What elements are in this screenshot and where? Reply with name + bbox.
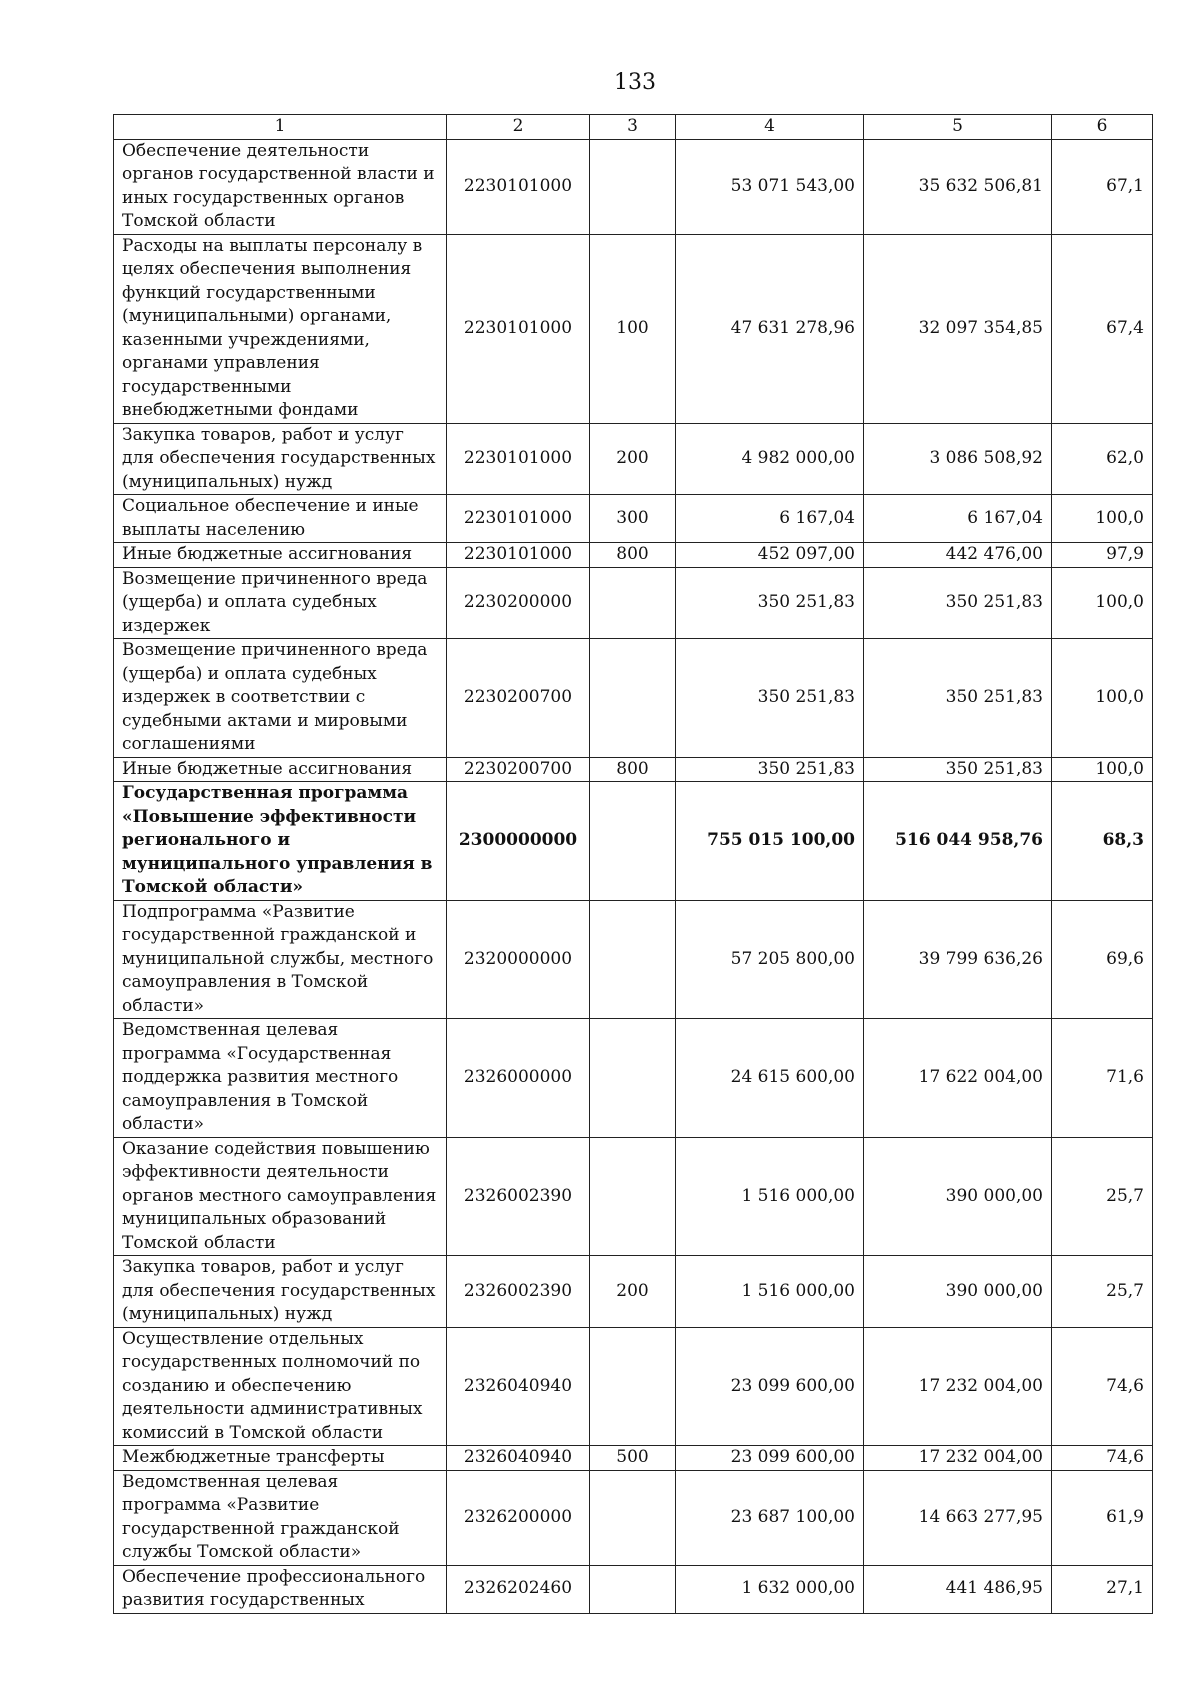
row-executed-cell: 390 000,00 bbox=[864, 1256, 1052, 1328]
row-name-cell: Оказание содействия повышению эффективности деятельности органов местного самоуправления муниципальных образований Томской области bbox=[114, 1137, 447, 1256]
column-header-2: 2 bbox=[447, 115, 590, 140]
column-header-6: 6 bbox=[1052, 115, 1153, 140]
row-code-cell: 2230200700 bbox=[447, 639, 590, 758]
row-expense-type-cell bbox=[590, 782, 676, 901]
table-row bbox=[114, 567, 1153, 639]
table-row bbox=[114, 495, 1153, 543]
row-executed-cell: 442 476,00 bbox=[864, 543, 1052, 568]
row-code-cell: 2230200000 bbox=[447, 567, 590, 639]
row-percent-cell: 71,6 bbox=[1052, 1019, 1153, 1138]
row-name-cell: Иные бюджетные ассигнования bbox=[114, 543, 447, 568]
table-row bbox=[114, 1446, 1153, 1471]
row-plan-cell: 350 251,83 bbox=[676, 567, 864, 639]
row-plan-cell: 452 097,00 bbox=[676, 543, 864, 568]
row-expense-type-cell: 500 bbox=[590, 1446, 676, 1471]
row-executed-cell: 516 044 958,76 bbox=[864, 782, 1052, 901]
column-header-5: 5 bbox=[864, 115, 1052, 140]
table-row bbox=[114, 1019, 1153, 1138]
row-executed-cell: 390 000,00 bbox=[864, 1137, 1052, 1256]
row-expense-type-cell: 200 bbox=[590, 423, 676, 495]
table-row bbox=[114, 639, 1153, 758]
row-executed-cell: 441 486,95 bbox=[864, 1565, 1052, 1613]
row-code-cell: 2326040940 bbox=[447, 1446, 590, 1471]
row-percent-cell: 74,6 bbox=[1052, 1446, 1153, 1471]
row-plan-cell: 23 099 600,00 bbox=[676, 1446, 864, 1471]
row-name-cell: Подпрограмма «Развитие государственной гражданской и муниципальной службы, местного самоуправления в Томской области» bbox=[114, 900, 447, 1019]
row-percent-cell: 67,4 bbox=[1052, 234, 1153, 423]
row-percent-cell: 27,1 bbox=[1052, 1565, 1153, 1613]
row-plan-cell: 1 632 000,00 bbox=[676, 1565, 864, 1613]
row-executed-cell: 350 251,83 bbox=[864, 757, 1052, 782]
row-expense-type-cell bbox=[590, 1470, 676, 1565]
row-percent-cell: 67,1 bbox=[1052, 139, 1153, 234]
row-plan-cell: 47 631 278,96 bbox=[676, 234, 864, 423]
row-plan-cell: 350 251,83 bbox=[676, 757, 864, 782]
row-expense-type-cell bbox=[590, 900, 676, 1019]
table-row bbox=[114, 1256, 1153, 1328]
row-executed-cell: 3 086 508,92 bbox=[864, 423, 1052, 495]
row-expense-type-cell: 200 bbox=[590, 1256, 676, 1328]
row-code-cell: 2300000000 bbox=[447, 782, 590, 901]
row-code-cell: 2326000000 bbox=[447, 1019, 590, 1138]
row-expense-type-cell bbox=[590, 639, 676, 758]
row-name-cell: Ведомственная целевая программа «Развитие государственной гражданской службы Томской области» bbox=[114, 1470, 447, 1565]
row-plan-cell: 755 015 100,00 bbox=[676, 782, 864, 901]
row-expense-type-cell bbox=[590, 1565, 676, 1613]
row-code-cell: 2230101000 bbox=[447, 234, 590, 423]
row-percent-cell: 100,0 bbox=[1052, 567, 1153, 639]
row-code-cell: 2230101000 bbox=[447, 139, 590, 234]
table-row bbox=[114, 1470, 1153, 1565]
column-header-3: 3 bbox=[590, 115, 676, 140]
row-code-cell: 2326200000 bbox=[447, 1470, 590, 1565]
row-executed-cell: 17 232 004,00 bbox=[864, 1327, 1052, 1446]
table-row bbox=[114, 1137, 1153, 1256]
row-plan-cell: 23 687 100,00 bbox=[676, 1470, 864, 1565]
table-row bbox=[114, 543, 1153, 568]
row-code-cell: 2230101000 bbox=[447, 423, 590, 495]
row-executed-cell: 6 167,04 bbox=[864, 495, 1052, 543]
row-expense-type-cell: 800 bbox=[590, 543, 676, 568]
row-plan-cell: 6 167,04 bbox=[676, 495, 864, 543]
row-executed-cell: 35 632 506,81 bbox=[864, 139, 1052, 234]
table-row bbox=[114, 1327, 1153, 1446]
row-expense-type-cell bbox=[590, 567, 676, 639]
row-code-cell: 2320000000 bbox=[447, 900, 590, 1019]
row-code-cell: 2230101000 bbox=[447, 543, 590, 568]
row-executed-cell: 17 232 004,00 bbox=[864, 1446, 1052, 1471]
table-row bbox=[114, 757, 1153, 782]
table-body bbox=[114, 139, 1153, 1613]
row-code-cell: 2326202460 bbox=[447, 1565, 590, 1613]
row-percent-cell: 68,3 bbox=[1052, 782, 1153, 901]
table-header-row bbox=[114, 115, 1153, 140]
row-code-cell: 2230200700 bbox=[447, 757, 590, 782]
row-percent-cell: 25,7 bbox=[1052, 1256, 1153, 1328]
table-row bbox=[114, 900, 1153, 1019]
table-row bbox=[114, 782, 1153, 901]
table-row bbox=[114, 1565, 1153, 1613]
row-name-cell: Обеспечение деятельности органов государственной власти и иных государственных органов Томской области bbox=[114, 139, 447, 234]
row-code-cell: 2326002390 bbox=[447, 1256, 590, 1328]
row-expense-type-cell bbox=[590, 1019, 676, 1138]
row-expense-type-cell bbox=[590, 1327, 676, 1446]
row-percent-cell: 100,0 bbox=[1052, 757, 1153, 782]
row-percent-cell: 61,9 bbox=[1052, 1470, 1153, 1565]
row-executed-cell: 17 622 004,00 bbox=[864, 1019, 1052, 1138]
row-plan-cell: 1 516 000,00 bbox=[676, 1256, 864, 1328]
row-executed-cell: 350 251,83 bbox=[864, 639, 1052, 758]
row-expense-type-cell bbox=[590, 1137, 676, 1256]
row-name-cell: Обеспечение профессионального развития государственных bbox=[114, 1565, 447, 1613]
row-percent-cell: 25,7 bbox=[1052, 1137, 1153, 1256]
row-name-cell: Расходы на выплаты персоналу в целях обеспечения выполнения функций государственными (муниципальными) органами, казенными учреждениями, органами управления государственными внебюджетными фондами bbox=[114, 234, 447, 423]
row-percent-cell: 97,9 bbox=[1052, 543, 1153, 568]
row-code-cell: 2326040940 bbox=[447, 1327, 590, 1446]
row-plan-cell: 57 205 800,00 bbox=[676, 900, 864, 1019]
column-header-4: 4 bbox=[676, 115, 864, 140]
table-row bbox=[114, 234, 1153, 423]
row-name-cell: Осуществление отдельных государственных полномочий по созданию и обеспечению деятельности административных комиссий в Томской области bbox=[114, 1327, 447, 1446]
row-code-cell: 2230101000 bbox=[447, 495, 590, 543]
table-row bbox=[114, 423, 1153, 495]
table-row bbox=[114, 139, 1153, 234]
row-name-cell: Межбюджетные трансферты bbox=[114, 1446, 447, 1471]
row-name-cell: Государственная программа «Повышение эффективности регионального и муниципального управления в Томской области» bbox=[114, 782, 447, 901]
row-name-cell: Возмещение причиненного вреда (ущерба) и оплата судебных издержек bbox=[114, 567, 447, 639]
row-plan-cell: 4 982 000,00 bbox=[676, 423, 864, 495]
row-executed-cell: 350 251,83 bbox=[864, 567, 1052, 639]
budget-table bbox=[113, 114, 1153, 1614]
row-name-cell: Закупка товаров, работ и услуг для обеспечения государственных (муниципальных) нужд bbox=[114, 1256, 447, 1328]
row-plan-cell: 23 099 600,00 bbox=[676, 1327, 864, 1446]
row-name-cell: Возмещение причиненного вреда (ущерба) и оплата судебных издержек в соответствии с судебными актами и мировыми соглашениями bbox=[114, 639, 447, 758]
row-expense-type-cell bbox=[590, 139, 676, 234]
row-executed-cell: 32 097 354,85 bbox=[864, 234, 1052, 423]
row-percent-cell: 100,0 bbox=[1052, 495, 1153, 543]
row-name-cell: Закупка товаров, работ и услуг для обеспечения государственных (муниципальных) нужд bbox=[114, 423, 447, 495]
row-percent-cell: 69,6 bbox=[1052, 900, 1153, 1019]
row-percent-cell: 62,0 bbox=[1052, 423, 1153, 495]
row-executed-cell: 39 799 636,26 bbox=[864, 900, 1052, 1019]
page-number: 133 bbox=[614, 70, 656, 95]
row-plan-cell: 53 071 543,00 bbox=[676, 139, 864, 234]
row-percent-cell: 74,6 bbox=[1052, 1327, 1153, 1446]
row-plan-cell: 24 615 600,00 bbox=[676, 1019, 864, 1138]
row-expense-type-cell: 100 bbox=[590, 234, 676, 423]
row-plan-cell: 350 251,83 bbox=[676, 639, 864, 758]
row-code-cell: 2326002390 bbox=[447, 1137, 590, 1256]
row-percent-cell: 100,0 bbox=[1052, 639, 1153, 758]
row-expense-type-cell: 800 bbox=[590, 757, 676, 782]
row-name-cell: Ведомственная целевая программа «Государственная поддержка развития местного самоуправления в Томской области» bbox=[114, 1019, 447, 1138]
row-executed-cell: 14 663 277,95 bbox=[864, 1470, 1052, 1565]
column-header-1: 1 bbox=[114, 115, 447, 140]
row-name-cell: Социальное обеспечение и иные выплаты населению bbox=[114, 495, 447, 543]
row-plan-cell: 1 516 000,00 bbox=[676, 1137, 864, 1256]
row-expense-type-cell: 300 bbox=[590, 495, 676, 543]
row-name-cell: Иные бюджетные ассигнования bbox=[114, 757, 447, 782]
